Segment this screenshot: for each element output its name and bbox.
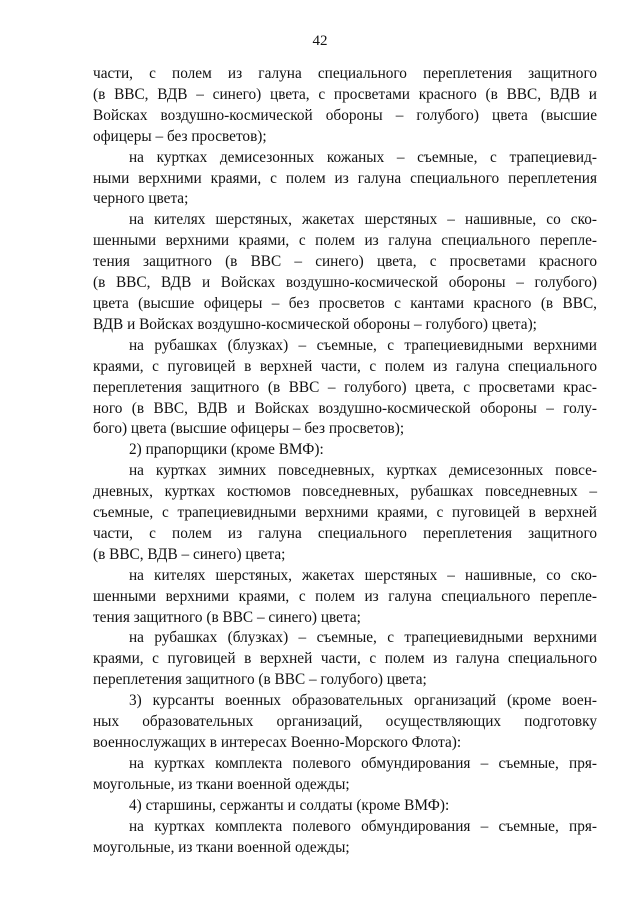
paragraph: [93, 817, 597, 859]
paragraph-line: (в ВВС, ВДВ – синего) цвета;: [93, 545, 286, 563]
paragraph-line: (в ВВС, ВДВ и Войсках воздушно-космической обороны – голубого): [93, 274, 597, 292]
paragraph-line: 4) старшины, сержанты и солдаты (кроме ВМФ):: [129, 796, 450, 814]
paragraph-line: ного (в ВВС, ВДВ и Войсках воздушно-космической обороны – голу-: [93, 399, 597, 417]
paragraph-line: на кителях шерстяных, жакетах шерстяных – нашивные, со ско-: [129, 211, 597, 229]
paragraph-line: Войсках воздушно-космической обороны – голубого) цвета (высшие: [93, 106, 597, 124]
paragraph-line: на рубашках (блузках) – съемные, с трапециевидными верхними: [129, 336, 597, 354]
paragraph-line: ными верхними краями, с полем из галуна специального переплетения: [93, 169, 597, 187]
paragraph-line: ных образовательных организаций, осуществляющих подготовку: [93, 713, 597, 731]
paragraph-line: офицеры – без просветов);: [93, 127, 267, 145]
paragraph: [93, 336, 597, 441]
paragraph-line: 3) курсанты военных образовательных организаций (кроме воен-: [129, 692, 597, 710]
paragraph: [93, 64, 597, 148]
document-body: [93, 64, 597, 858]
paragraph-line: цвета (высшие офицеры – без просветов с кантами красного (в ВВС,: [93, 294, 597, 312]
paragraph-line: съемные, с трапециевидными верхними краями, с пуговицей в верхней: [93, 504, 597, 522]
paragraph-line: тения защитного (в ВВС – синего) цвета, с просветами красного: [93, 253, 597, 271]
paragraph: [93, 148, 597, 211]
paragraph-line: на куртках зимних повседневных, куртках демисезонных повсе-: [129, 462, 597, 480]
paragraph-line: шенными верхними краями, с полем из галуна специального перепле-: [93, 232, 597, 250]
paragraph-line: ВДВ и Войсках воздушно-космической обороны – голубого) цвета);: [93, 315, 537, 333]
paragraph: [93, 210, 597, 335]
paragraph: [93, 461, 597, 566]
paragraph-line: дневных, куртках костюмов повседневных, рубашках повседневных –: [93, 483, 597, 501]
paragraph: [93, 691, 597, 754]
paragraph: [93, 566, 597, 629]
paragraph-line: на куртках комплекта полевого обмундирования – съемные, пря-: [129, 817, 597, 835]
paragraph-line: краями, с пуговицей в верхней части, с полем из галуна специального: [93, 650, 597, 668]
paragraph-line: военнослужащих в интересах Военно-Морского Флота):: [93, 734, 462, 751]
paragraph: [93, 440, 597, 461]
paragraph-line: переплетения защитного (в ВВС – голубого) цвета, с просветами крас-: [93, 378, 597, 396]
paragraph-line: части, с полем из галуна специального переплетения защитного: [93, 65, 597, 82]
paragraph: [93, 754, 597, 796]
paragraph-line: бого) цвета (высшие офицеры – без просветов);: [93, 420, 405, 438]
paragraph-line: черного цвета;: [93, 190, 189, 208]
paragraph-line: моугольные, из ткани военной одежды;: [93, 775, 350, 793]
paragraph-line: на куртках демисезонных кожаных – съемные, с трапециевид-: [129, 148, 597, 166]
paragraph-line: краями, с пуговицей в верхней части, с полем из галуна специального: [93, 357, 597, 375]
paragraph-line: на кителях шерстяных, жакетах шерстяных – нашивные, со ско-: [129, 566, 597, 584]
paragraph-line: части, с полем из галуна специального переплетения защитного: [93, 524, 597, 542]
paragraph: [93, 628, 597, 691]
paragraph-line: на куртках комплекта полевого обмундирования – съемные, пря-: [129, 754, 597, 772]
paragraph-line: шенными верхними краями, с полем из галуна специального перепле-: [93, 587, 597, 605]
paragraph-line: (в ВВС, ВДВ – синего) цвета, с просветами красного (в ВВС, ВДВ и: [93, 85, 597, 103]
paragraph: [93, 796, 597, 817]
paragraph-line: 2) прапорщики (кроме ВМФ):: [129, 441, 324, 459]
page-number: 42: [312, 33, 328, 49]
paragraph-line: на рубашках (блузках) – съемные, с трапециевидными верхними: [129, 629, 597, 647]
paragraph-line: переплетения защитного (в ВВС – голубого) цвета;: [93, 671, 427, 689]
paragraph-line: тения защитного (в ВВС – синего) цвета;: [93, 608, 361, 626]
paragraph-line: моугольные, из ткани военной одежды;: [93, 838, 350, 856]
